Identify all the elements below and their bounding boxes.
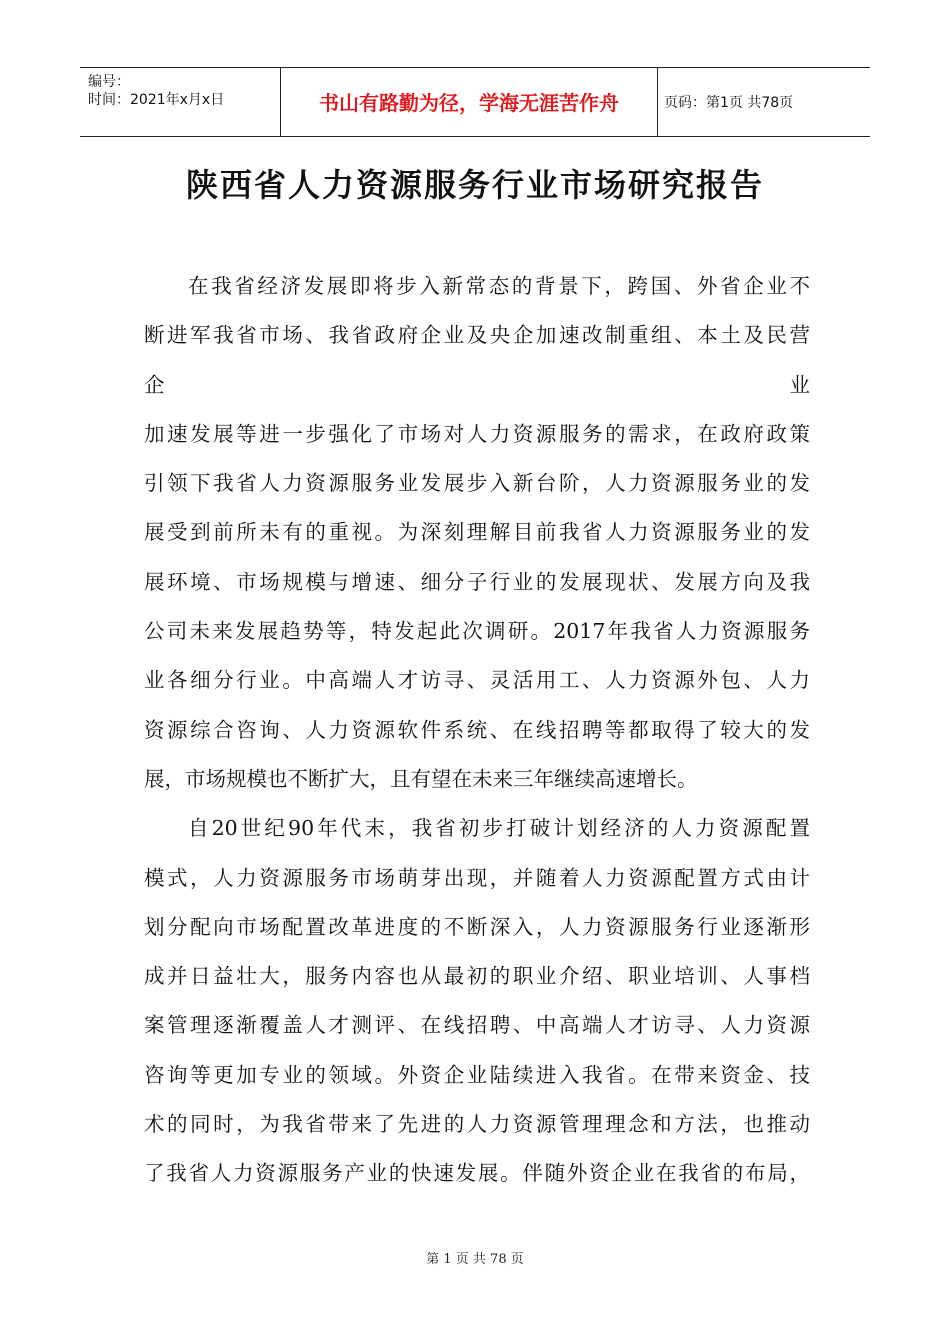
body-line: 展环境、市场规模与增速、细分子行业的发展现状、发展方向及我 <box>144 569 810 594</box>
body-line-fragment: 企 <box>144 372 165 397</box>
body-line: 展，市场规模也不断扩大，且有望在未来三年继续高速增长。 <box>144 766 698 791</box>
body-line: 引领下我省人力资源服务业发展步入新台阶，人力资源服务业的发 <box>144 471 810 496</box>
body-line: 术的同时，为我省带来了先进的人力资源管理理念和方法，也推动 <box>144 1112 810 1137</box>
document-time-label: 时间：2021年x月x日 <box>88 92 225 108</box>
body-line: 自20世纪90年代末，我省初步打破计划经济的人力资源配置 <box>188 816 810 841</box>
body-line: 成并日益壮大，服务内容也从最初的职业介绍、职业培训、人事档 <box>144 964 810 989</box>
body-line-fragment: 业 <box>789 372 810 397</box>
body-line: 加速发展等进一步强化了市场对人力资源服务的需求，在政府政策 <box>144 421 810 446</box>
body-line: 模式，人力资源服务市场萌芽出现，并随着人力资源配置方式由计 <box>144 865 810 890</box>
body-line: 断进军我省市场、我省政府企业及央企加速改制重组、本土及民营 <box>144 323 810 348</box>
body-line: 咨询等更加专业的领域。外资企业陆续进入我省。在带来资金、技 <box>144 1062 810 1087</box>
body-line: 资源综合咨询、人力资源软件系统、在线招聘等都取得了较大的发 <box>144 717 810 742</box>
header-meta-cell <box>80 67 281 136</box>
header-page-info: 页码：第1页 共78页 <box>664 94 794 111</box>
body-line: 划分配向市场配置改革进度的不断深入，人力资源服务行业逐渐形 <box>144 914 810 939</box>
body-line: 案管理逐渐覆盖人才测评、在线招聘、中高端人才访寻、人力资源 <box>144 1013 810 1038</box>
document-title: 陕西省人力资源服务行业市场研究报告 <box>185 166 764 204</box>
body-line: 了我省人力资源服务产业的快速发展。伴随外资企业在我省的布局， <box>144 1161 810 1186</box>
body-line: 在我省经济发展即将步入新常态的背景下，跨国、外省企业不 <box>188 274 810 298</box>
document-body <box>144 262 810 1199</box>
page-footer: 第 1 页 共 78 页 <box>426 1252 524 1267</box>
header-motto: 书山有路勤为径，学海无涯苦作舟 <box>281 67 658 136</box>
body-line: 业各细分行业。中高端人才访寻、灵活用工、人力资源外包、人力 <box>144 668 810 693</box>
body-line: 公司未来发展趋势等，特发起此次调研。2017年我省人力资源服务 <box>144 619 810 644</box>
body-line-split <box>144 361 810 410</box>
body-line: 展受到前所未有的重视。为深刻理解目前我省人力资源服务业的发 <box>144 520 810 545</box>
document-number-label: 编号： <box>88 74 130 90</box>
header-bottom-rule <box>80 136 870 137</box>
